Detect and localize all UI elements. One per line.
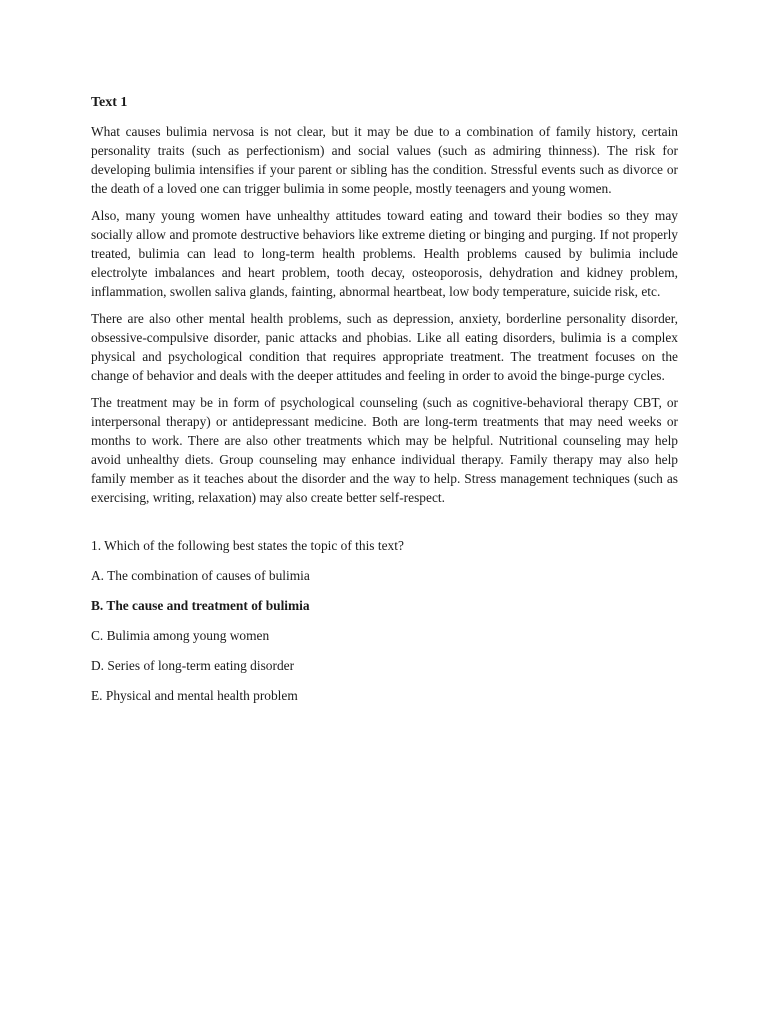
question-text: 1. Which of the following best states the topic of this text? bbox=[91, 538, 404, 553]
option-d: D. Series of long-term eating disorder bbox=[91, 658, 295, 673]
option-c: C. Bulimia among young women bbox=[91, 628, 270, 643]
paragraph-health-problems: Also, many young women have unhealthy attitudes toward eating and toward their bodies so they may socially allow and promote destructive behaviors like extreme dieting or binging and purging. If not properly treated, bulimia can lead to long-term health problems. Health problems caused by bulimia include electrolyte imbalances and heart problem, tooth decay, osteoporosis, dehydration and kidney problem, inflammation, swollen saliva glands, fainting, abnormal heartbeat, low body temperature, suicide risk, etc. bbox=[91, 208, 678, 299]
option-e: E. Physical and mental health problem bbox=[91, 688, 298, 703]
option-b-answer: B. The cause and treatment of bulimia bbox=[91, 598, 310, 613]
paragraph-mental-health: There are also other mental health problems, such as depression, anxiety, borderline personality disorder, obsessive-compulsive disorder, panic attacks and phobias. Like all eating disorders, bulimia is a complex physical and psychological condition that requires appropriate treatment. The treatment focuses on the change of behavior and deals with the deeper attitudes and feeling in order to avoid the binge-purge cycles. bbox=[91, 311, 678, 383]
document-page bbox=[91, 93, 678, 716]
question-block bbox=[91, 536, 678, 705]
option-a: A. The combination of causes of bulimia bbox=[91, 568, 310, 583]
text-heading: Text 1 bbox=[91, 95, 128, 110]
paragraph-causes: What causes bulimia nervosa is not clear, but it may be due to a combination of family history, certain personality traits (such as perfectionism) and social values (such as admiring thinness). The risk for developing bulimia intensifies if your parent or sibling has the condition. Stressful events such as divorce or the death of a loved one can trigger bulimia in some people, mostly teenagers and young women. bbox=[91, 124, 678, 196]
paragraph-treatment: The treatment may be in form of psychological counseling (such as cognitive-behavioral therapy CBT, or interpersonal therapy) or antidepressant medicine. Both are long-term treatments that may need weeks or months to work. There are also other treatments which may be helpful. Nutritional counseling may help avoid unhealthy diets. Group counseling may enhance individual therapy. Family therapy may also help family member as it teaches about the disorder and the way to help. Stress management techniques (such as exercising, writing, relaxation) may also create better self-respect. bbox=[91, 395, 678, 505]
